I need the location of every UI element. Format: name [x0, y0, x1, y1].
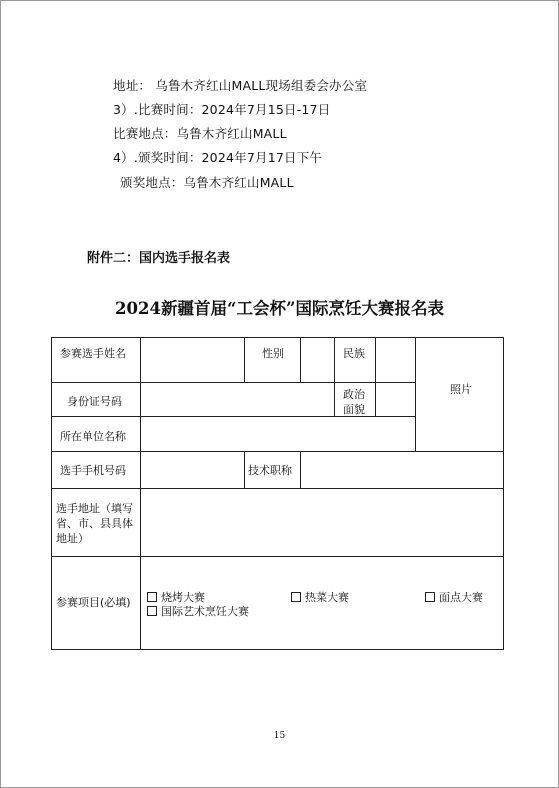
option-art-cooking[interactable]: 国际艺术烹饪大赛: [147, 603, 249, 619]
table-rule: [375, 337, 376, 417]
phone-label: 选手手机号码: [60, 464, 126, 477]
table-border-right: [503, 337, 504, 650]
table-border-bottom: [51, 649, 504, 650]
registration-form-table: [51, 337, 504, 650]
competition-venue-line: 比赛地点：乌鲁木齐红山MALL: [113, 126, 287, 141]
table-rule: [415, 337, 416, 452]
technical-title-label: 技术职称: [248, 464, 292, 477]
option-hot-dishes[interactable]: 热菜大赛: [291, 589, 349, 605]
employer-label: 所在单位名称: [60, 430, 126, 443]
checkbox-icon[interactable]: [425, 592, 435, 602]
checkbox-icon[interactable]: [291, 592, 301, 602]
table-rule: [300, 337, 301, 383]
table-rule: [300, 451, 301, 489]
form-title: 2024新疆首届“工会杯”国际烹饪大赛报名表: [115, 299, 444, 318]
table-rule: [51, 451, 504, 452]
option-bbq[interactable]: 烧烤大赛: [147, 589, 205, 605]
table-rule: [140, 337, 141, 650]
annex-title: 附件二：国内选手报名表: [87, 251, 231, 266]
table-rule: [51, 488, 504, 489]
id-number-label: 身份证号码: [67, 395, 122, 408]
venue-address-line: 地址： 乌鲁木齐红山MALL现场组委会办公室: [113, 78, 368, 93]
ethnicity-label: 民族: [343, 347, 365, 360]
project-label: 参赛项目(必填): [56, 596, 131, 609]
address-label: 选手地址（填写省、市、县具体地址）: [56, 502, 133, 545]
table-border-top: [51, 337, 504, 338]
award-venue-line: 颁奖地点：乌鲁木齐红山MALL: [120, 175, 294, 190]
award-time-line: 4）.颁奖时间：2024年7月17日下午: [113, 150, 323, 165]
checkbox-icon[interactable]: [147, 592, 157, 602]
name-label: 参赛选手姓名: [60, 347, 126, 360]
table-rule: [244, 451, 245, 489]
page-number: 15: [273, 731, 286, 741]
table-rule: [334, 337, 335, 417]
political-status-label: 政治面貌: [343, 388, 365, 416]
checkbox-icon[interactable]: [147, 606, 157, 616]
gender-label: 性别: [262, 347, 284, 360]
competition-time-line: 3）.比赛时间：2024年7月15日-17日: [113, 102, 331, 117]
table-border-left: [51, 337, 52, 650]
table-rule: [51, 556, 504, 557]
table-rule: [244, 337, 245, 383]
option-pastry[interactable]: 面点大赛: [425, 589, 483, 605]
photo-label: 照片: [450, 383, 472, 396]
table-rule: [51, 382, 415, 383]
